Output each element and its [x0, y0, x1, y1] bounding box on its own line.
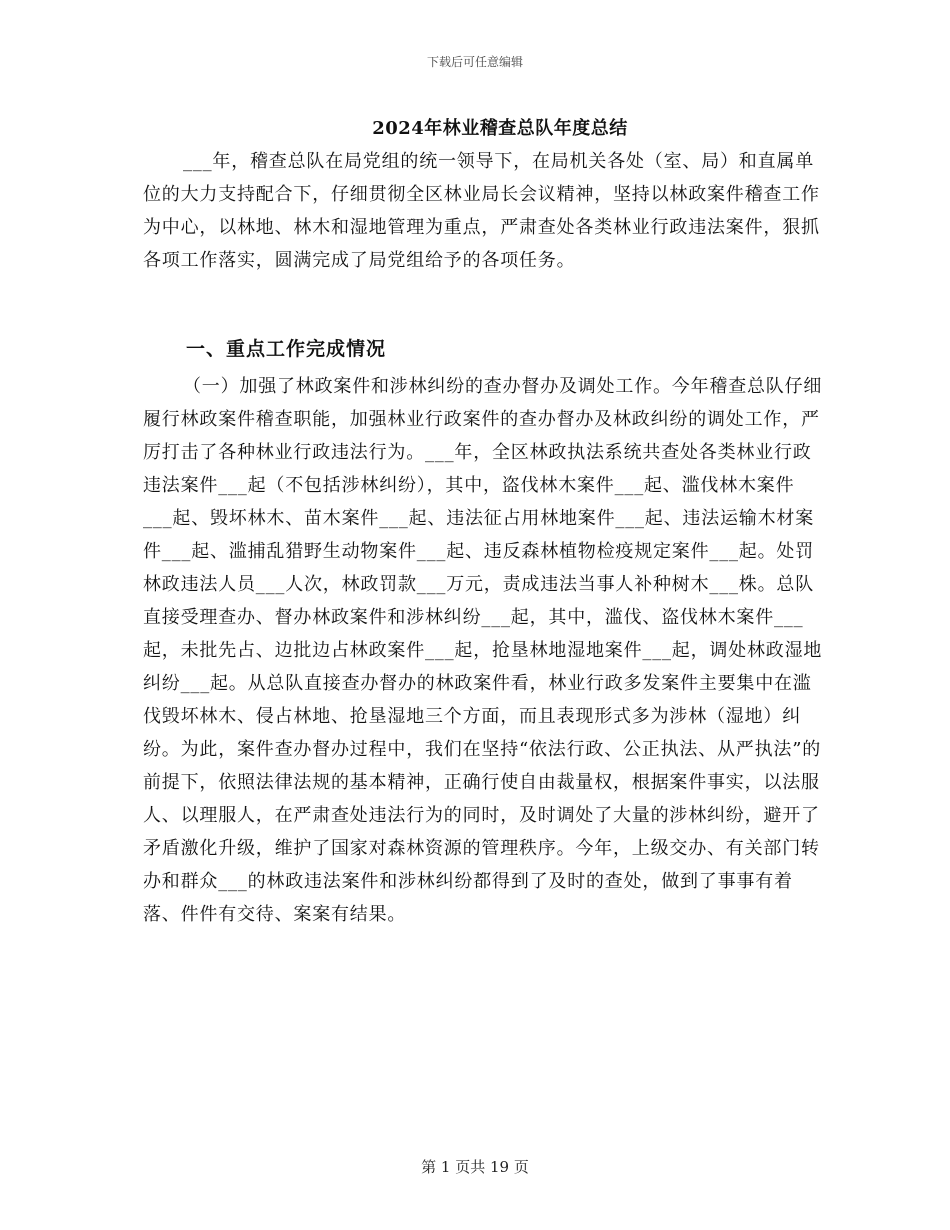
page-number-footer: 第 1 页共 19 页: [421, 1158, 529, 1176]
page-header-note: 下载后可任意编辑: [426, 55, 523, 69]
intro-paragraph: ___年，稽查总队在局党组的统一领导下，在局机关各处（室、局）和直属单位的大力支持配合下，仔细贯彻全区林业局长会议精神，坚持以林政案件稽查工作为中心，以林地、林木和湿地管理为重点，严肃查处各类林业行政违法案件，狠抓各项工作落实，圆满完成了局党组给予的各项任务。: [143, 151, 820, 271]
section-heading: 一、重点工作完成情况: [186, 338, 387, 360]
case-handling-paragraph: （一）加强了林政案件和涉林纠纷的查办督办及调处工作。今年稽查总队仔细履行林政案件稽查职能，加强林业行政案件的查办督办及林政纠纷的调处工作，严厉打击了各种林业行政违法行为。___年，全区林政执法系统共查处各类林业行政违法案件___起（不包括涉林纠纷），其中，盗伐林木案件___起、滥伐林木案件___起、毁坏林木、苗木案件___起、违法征占用林地案件___起、违法运输木材案件___起、滥捕乱猎野生动物案件___起、违反森林植物检疫规定案件___起。处罚林政违法人员___人次，林政罚款___万元，责成违法当事人补种树木___株。总队直接受理查办、督办林政案件和涉林纠纷___起，其中，滥伐、盗伐林木案件___起，未批先占、边批边占林政案件___起，抢垦林地湿地案件___起，调处林政湿地纠纷___起。从总队直接查办督办的林政案件看，林业行政多发案件主要集中在滥伐毁坏林木、侵占林地、抢垦湿地三个方面，而且表现形式多为涉林（湿地）纠纷。为此，案件查办督办过程中，我们在坚持“依法行政、公正执法、从严执法”的前提下，依照法律法规的基本精神，正确行使自由裁量权，根据案件事实，以法服人、以理服人，在严肃查处违法行为的同时，及时调处了大量的涉林纠纷，避开了矛盾激化升级，维护了国家对森林资源的管理秩序。今年，上级交办、有关部门转办和群众___的林政违法案件和涉林纠纷都得到了及时的查处，做到了事事有着落、件件有交待、案案有结果。: [143, 376, 823, 925]
document-title: 2024年林业稽查总队年度总结: [372, 118, 628, 139]
